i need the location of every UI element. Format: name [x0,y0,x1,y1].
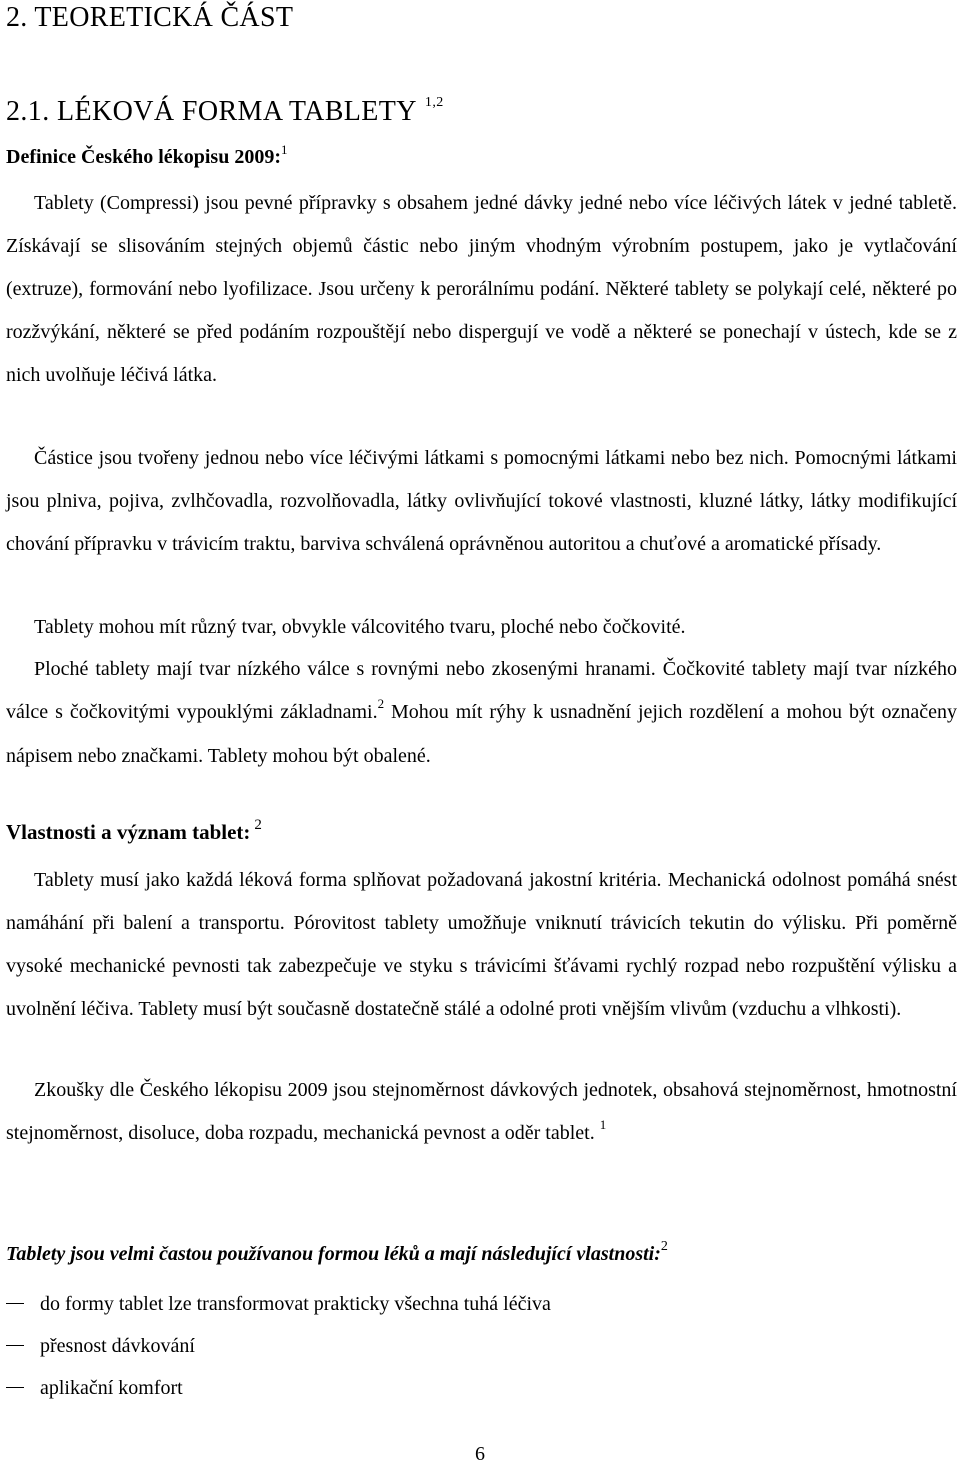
paragraph-properties [6,859,957,1031]
definition-label-text: Definice Českého lékopisu 2009: [6,146,281,168]
list-item [6,1367,946,1409]
list-item-text: do formy tablet lze transformovat prakticky všechna tuhá léčiva [40,1293,551,1315]
paragraph-text: Tablety musí jako každá léková forma splňovat požadovaná jakostní kritéria. Mechanická odolnost pomáhá snést namáhání při balení a transportu. Pórovitost tablety umožňuje vniknutí trávicích tekutin do výlisku. Při poměrně vysoké mechanické pevnosti tak zabezpečuje ve styku s trávicími šťávami rychlý rozpad nebo rozpuštění výlisku a uvolnění léčiva. Tablety musí být současně dostatečně stálé a odolné proti vnějším vlivům (vzduchu a vlhkosti). [6,869,957,1020]
list-item [6,1283,946,1325]
list-item [6,1325,946,1367]
paragraph-tests [6,1069,957,1156]
properties-heading-ref: 2 [254,817,262,833]
paragraph-text: Ploché tablety mají tvar nízkého válce s rovnými nebo zkosenými hranami. Čočkovité tablety mají tvar nízkého válce s čočkovitými vypouklými základnami. [6,658,957,723]
definition-label-ref: 1 [281,142,288,157]
paragraph-text: Tablety mohou mít různý tvar, obvykle válcovitého tvaru, ploché nebo čočkovité. [34,616,686,638]
properties-heading-text: Vlastnosti a význam tablet: [6,820,251,844]
list-item-text: přesnost dávkování [40,1335,195,1357]
paragraph-text: Tablety (Compressi) jsou pevné přípravky s obsahem jedné dávky jedné nebo více léčivých látek v jedné tabletě. Získávají se slisováním stejných objemů částic nebo jiným vhodným výrobním postupem, jako je vytlačování (extruze), formování nebo lyofilizace. Jsou určeny k perorálnímu podání. Některé tablety se polykají celé, některé po rozžvýkání, některé se před podáním rozpouštějí nebo dispergují ve vodě a některé se ponechají v ústech, kde se z nich uvolňuje léčivá látka. [6,192,957,386]
paragraph-flat-tablets [6,648,957,778]
paragraph-tablets-definition [6,182,957,397]
section-heading [6,96,444,128]
properties-list [6,1283,946,1409]
properties-heading [6,817,262,845]
paragraph-particles [6,437,957,566]
dash-bullet-icon [6,1387,24,1388]
paragraph-text-continued: Mohou mít rýhy k usnadnění jejich rozdělení a mohou být označeny nápisem nebo značkami. Tablety mohou být obalené. [6,701,957,767]
definition-label [6,142,288,169]
paragraph-shape [6,606,957,649]
paragraph-text: Zkoušky dle Českého lékopisu 2009 jsou stejnoměrnost dávkových jednotek, obsahová stejnoměrnost, hmotnostní stejnoměrnost, disoluce, doba rozpadu, mechanická pevnost a oděr tablet. [6,1079,957,1144]
dash-bullet-icon [6,1345,24,1346]
paragraph-text: Částice jsou tvořeny jednou nebo více léčivými látkami s pomocnými látkami nebo bez nich. Pomocnými látkami jsou plniva, pojiva, zvlhčovadla, rozvolňovadla, látky ovlivňující tokové vlastnosti, kluzné látky, látky modifikující chování přípravku v trávicím traktu, barviva schválená oprávněnou autoritou a chuťové a aromatické přísady. [6,447,957,555]
section-heading-ref: 1,2 [424,95,444,110]
dash-bullet-icon [6,1303,24,1304]
list-heading-ref: 2 [660,1239,668,1254]
list-heading [6,1239,668,1266]
section-heading-text: 2.1. LÉKOVÁ FORMA TABLETY [6,96,417,127]
paragraph-ref: 1 [599,1117,607,1132]
chapter-heading: 2. TEORETICKÁ ČÁST [6,2,294,33]
list-heading-text: Tablety jsou velmi častou používanou formou léků a mají následující vlastnosti: [6,1243,661,1265]
page-number: 6 [475,1443,485,1465]
paragraph-ref: 2 [377,696,385,711]
list-item-text: aplikační komfort [40,1377,183,1399]
